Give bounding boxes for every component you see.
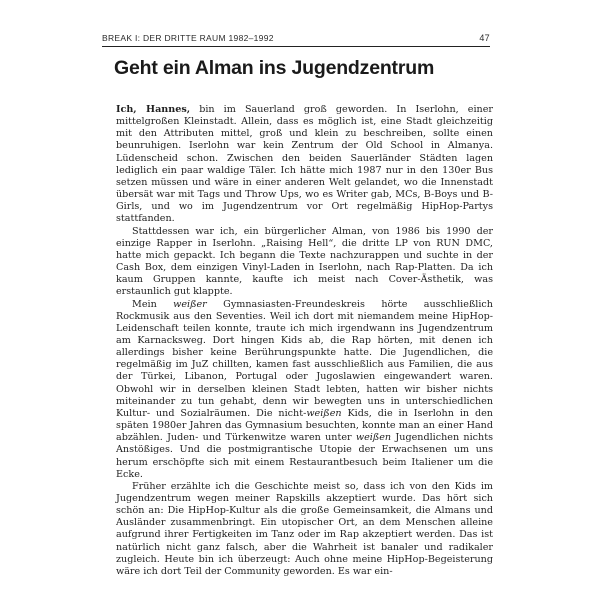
- paragraph-3: [116, 299, 493, 481]
- chapter-title: Geht ein Alman ins Jugendzentrum: [114, 57, 435, 79]
- header-rule: [102, 46, 490, 47]
- paragraph-4: [116, 481, 493, 578]
- running-title: BREAK I: DER DRITTE RAUM 1982–1992: [102, 33, 274, 43]
- paragraph-text: Mein: [132, 298, 174, 310]
- paragraph-text: Kids, die in Iserlohn in den späten 1980er Jahren das Gymnasium besuchten, konnte man an einer Hand abzählen. Juden- und Türkenwitze waren unter: [116, 407, 493, 444]
- paragraph-1: [116, 104, 493, 226]
- running-head: [102, 33, 490, 43]
- emphasis: weißer: [173, 298, 207, 310]
- paragraph-text: Gymnasiasten-Freundeskreis hörte ausschließlich Rockmusik aus den Seventies. Weil ich dort mit niemandem meine HipHop-Leidenschaft teilen konnte, traute ich mich irgendwann ins Jugendzentrum am Karnacksweg. Dort hingen Kids ab, die Rap hörten, mit denen ich allerdings bisher keine Berührungspunkte hatte. Die Jugendlichen, die regelmäßig im JuZ chillten, kamen fast ausschließlich aus Familien, die aus der Türkei, Libanon, Portugal oder Jugoslawien eingewandert waren. Obwohl wir in derselben kleinen Stadt lebten, hatten wir bisher nichts miteinander zu tun gehabt, denn wir bewegten uns in unterschiedlichen Kultur- und Sozialräumen. Die nicht-: [116, 298, 493, 419]
- paragraph-text: bin im Sauerland groß geworden. In Iserlohn, einer mittelgroßen Kleinstadt. Allein, dass es möglich ist, eine Stadt gleichzeitig mit den Attributen mittel, groß und klein zu beschreiben, sollte einen beunruhigen. Iserlohn war kein Zentrum der Old School in Almanya. Lüdenscheid schon. Zwischen den beiden Sauerländer Städten lagen lediglich ein paar waldige Täler. Ich hätte mich 1987 nur in den 130er Bus setzen müssen und wäre in einer anderen Welt gelandet, wo die Innenstadt übersät war mit Tags und Throw Ups, wo es Writer gab, MCs, B-Boys und B-Girls, und wo im Jugendzentrum vor Ort regelmäßig HipHop-Partys stattfanden.: [116, 104, 493, 225]
- emphasis: weißen: [355, 432, 392, 444]
- paragraph-text: Früher erzählte ich die Geschichte meist so, dass ich von den Kids im Jugendzentrum wegen meiner Rapskills akzeptiert wurde. Das hört sich schön an: Die HipHop-Kultur als die große Gemeinsamkeit, die Almans und Ausländer zusammenbringt. Ein utopischer Ort, an dem Menschen alleine aufgrund ihrer Fertigkeiten im Tanz oder im Rap akzeptiert werden. Das ist natürlich nicht ganz falsch, aber die Wahrheit ist banaler und radikaler zugleich. Heute bin ich überzeugt: Auch ohne meine HipHop-Begeisterung wäre ich dort Teil der Community geworden. Es war ein-: [116, 480, 493, 577]
- paragraph-text: Jugendlichen nichts Anstößiges. Und die postmigrantische Utopie der Erwachsenen um uns herum erschöpfte sich mit einem Restaurantbesuch beim Italiener um die Ecke.: [116, 432, 494, 480]
- paragraph-text: Stattdessen war ich, ein bürgerlicher Alman, von 1986 bis 1990 der einzige Rapper in Iserlohn. „Raising Hell“, die dritte LP von RUN DMC, hatte mich gepackt. Ich begann die Texte nachzurappen und suchte in der Cash Box, dem einzigen Vinyl-Laden in Iserlohn, nach Rap-Platten. Da ich kaum Gruppen kannte, kaufte ich meist nach Cover-Ästhetik, was erstaunlich gut klappte.: [116, 225, 493, 298]
- emphasis: weißen: [306, 407, 342, 419]
- paragraph-lead: Ich, Hannes,: [116, 104, 191, 115]
- paragraph-2: [116, 226, 493, 299]
- page-number: 47: [479, 33, 490, 43]
- body-text: [116, 104, 493, 578]
